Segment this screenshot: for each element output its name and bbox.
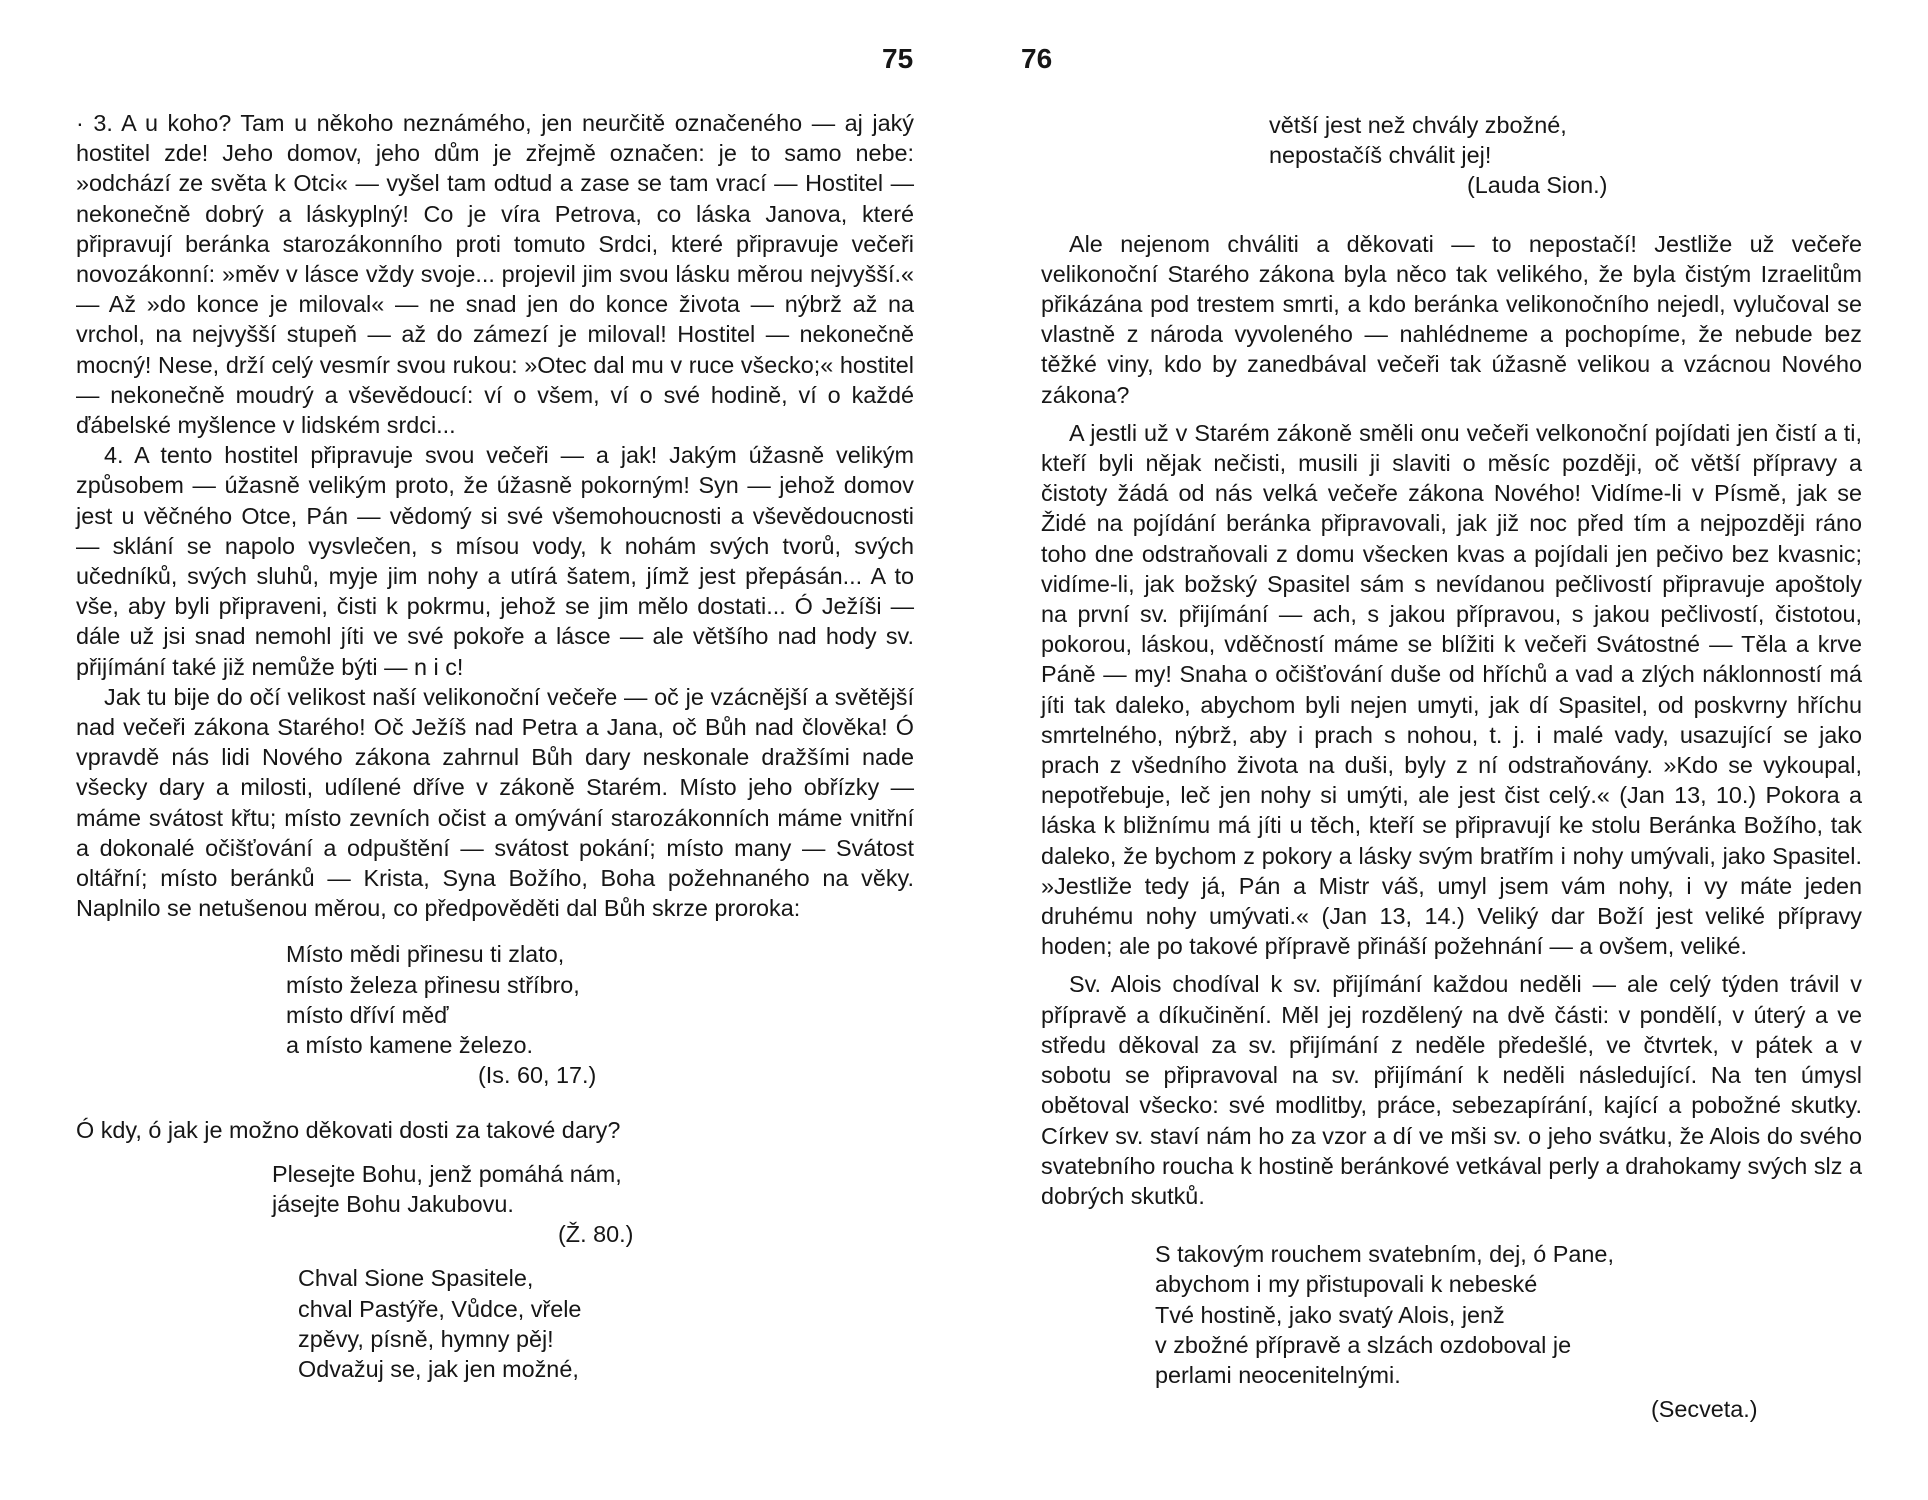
verse-quote: [272, 1159, 914, 1250]
verse-line: Tvé hostině, jako svatý Alois, jenž: [1155, 1301, 1505, 1328]
right-page: [964, 0, 1928, 1500]
paragraph: 4. A tento hostitel připravuje svou večeři — a jak! Jakým úžasně velikým způsobem — úžasně velikým proto, že úžasně pokorným! Syn — jehož domov jest u věčného Otce, Pán — vědomý si své všemohoucnosti a vševědoucnosti — sklání se napolo vysvlečen, s mísou vody, k nohám svých tvorů, svých učedníků, svých sluhů, myje jim nohy a utírá šatem, jímž jest přepásán... A to vše, aby byli připraveni, čisti k pokrmu, jehož se jim mělo dostati... Ó Ježíši — dále už jsi snad nemohl jíti ve své pokoře a lásce — ale většího nad hody sv. přijímání také již nemůže býti — n i c!: [76, 442, 914, 680]
verse-reference: (Ž. 80.): [558, 1221, 634, 1248]
paragraph: · 3. A u koho? Tam u někoho neznámého, jen neurčitě označeného — aj jaký hostitel zde! Jeho domov, jeho dům je zřejmě označen: je to samo nebe: »odchází ze světa k Otci« — vyšel tam odtud a zase se tam vrací — Hostitel — nekonečně dobrý a láskyplný! Co je víra Petrova, co láska Janova, které připravují beránka starozákonního proti tomuto Srdci, které připravuje večeři novozákonní: »měv v lásce vždy svoje... projevil jim svou lásku měrou nejvyšší.« — Až »do konce je miloval« — ne snad jen do konce života — nýbrž až na vrchol, na nejvyšší stupeň — až do zámezí je miloval! Hostitel — nekonečně mocný! Nese, drží celý vesmír svou rukou: »Otec dal mu v ruce všecko;« hostitel — nekonečně moudrý a vševědoucí: ví o všem, ví o své hodině, ví o každé ďábelské myšlence v lidském srdci...: [76, 110, 914, 439]
right-page-text: [1041, 110, 1862, 1424]
verse-line: abychom i my přistupovali k nebeské: [1155, 1271, 1538, 1298]
verse-line: chval Pastýře, Vůdce, vřele: [298, 1295, 582, 1322]
closing-prayer: [1155, 1239, 1862, 1424]
verse-line: a místo kamene železo.: [286, 1032, 534, 1059]
verse-line: perlami neocenitelnými.: [1155, 1361, 1401, 1388]
verse-line: Místo mědi přinesu ti zlato,: [286, 941, 565, 968]
verse-line: Chval Sione Spasitele,: [298, 1265, 534, 1292]
verse-quote: [286, 939, 914, 1090]
paragraph: Ale nejenom chváliti a děkovati — to nepostačí! Jestliže už večeře velikonoční Starého zákona byla něco tak velikého, že byla čistým Izraelitům přikázána pod trestem smrti, a kdo beránka velikonočního nejedl, vylučoval se vlastně z národa vyvoleného — nahlédneme a pochopíme, že nebude bez těžké viny, kdo by zanedbával večeři tak úžasně velikou a vzácnou Nového zákona?: [1041, 230, 1862, 408]
verse-line: zpěvy, písně, hymny pěj!: [298, 1325, 554, 1352]
verse-line: místo dříví měď: [286, 1001, 449, 1028]
verse-line: nepostačíš chválit jej!: [1269, 142, 1492, 169]
verse-line: Odvažuj se, jak jen možné,: [298, 1355, 579, 1382]
verse-reference: (Is. 60, 17.): [478, 1062, 597, 1089]
verse-line: místo železa přinesu stříbro,: [286, 971, 580, 998]
verse-reference: (Secveta.): [1651, 1396, 1758, 1423]
verse-reference: (Lauda Sion.): [1467, 172, 1608, 199]
page-number: 76: [1021, 43, 1053, 74]
verse-line: v zbožné přípravě a slzách ozdoboval je: [1155, 1331, 1572, 1358]
verse-line: větší jest než chvály zbožné,: [1269, 112, 1567, 138]
paragraph: Ó kdy, ó jak je možno děkovati dosti za takové dary?: [76, 1116, 621, 1143]
verse-line: S takovým rouchem svatebním, dej, ó Pane,: [1155, 1241, 1614, 1268]
paragraph: A jestli už v Starém zákoně směli onu večeři velkonoční pojídati jen čistí a ti, kteří byli nějak nečisti, musili ji slaviti o měsíc později, oč větší přípravy a čistoty žádá od nás velká večeře zákona Nového! Vidíme-li v Písmě, jak se Židé na pojídání beránka připravovali, jak již noc před tím a nejpozději ráno toho dne odstraňovali z domu všecken kvas a pojídali jen pečivo bez kvasnic; vidíme-li, jak božský Spasitel sám s nevídanou pečlivostí připravuje apoštoly na první sv. přijímání — ach, s jakou přípravou, s jakou pečlivostí, čistotou, pokorou, láskou, vděčností máme se blížiti k večeři Svátostné — Těla a krve Páně — my! Snaha o očišťování duše od hříchů a vad a zlých náklonností má jíti tak daleko, abychom byli nejen umyti, jak dí Spasitel, od poskvrny hříchu smrtelného, nýbrž, aby i prach s nohou, t. j. i malé vady, usazující se jako prach z všedního života na duši, byly z ní odstraňovány. »Kdo se vykoupal, nepotřebuje, leč jen nohy si umýti, ale jest čist celý.« (Jan 13, 10.) Pokora a láska k bližnímu má jíti u těch, kteří se připravují ke stolu Beránka Božího, tak daleko, že bychom z pokory a lásky svým bratřím i nohy umývali, jako Spasitel. »Jestliže tedy já, Pán a Mistr váš, umyl jsem vám nohy, i vy máte jeden druhému nohy umývati.« (Jan 13, 14.) Veliký dar Boží jest veliké přípravy hoden; ale po takové přípravě přináší požehnání — a ovšem, veliké.: [1041, 419, 1862, 960]
paragraph: Jak tu bije do očí velikost naší velikonoční večeře — oč je vzácnější a světější nad večeři zákona Starého! Oč Ježíš nad Petra a Jana, oč Bůh nad člověka! Ó vpravdě nás lidi Nového zákona zahrnul Bůh dary neskonale dražšími nade všecky dary a milosti, udílené dříve v zákoně Starém. Místo jeho obřízky — máme svátost křtu; místo zevních očist a omývání starozákonních máme vnitřní a dokonalé očišťování a odpuštění — svátost pokání; místo many — Svátost oltářní; místo beránků — Krista, Syna Božího, Boha požehnaného na věky. Naplnilo se netušenou měrou, co předpověděti dal Bůh skrze proroka:: [76, 683, 914, 922]
verse-quote: [298, 1263, 914, 1384]
page-number: 75: [882, 43, 914, 74]
verse-line: jásejte Bohu Jakubovu.: [272, 1190, 514, 1217]
verse-quote: [1269, 110, 1862, 201]
paragraph: Sv. Alois chodíval k sv. přijímání každou neděli — ale celý týden trávil v přípravě a díkučinění. Měl jej rozdělený na dvě části: v pondělí, v úterý a ve středu děkoval za sv. přijímání z neděle předešlé, ve čtvrtek, v pátek a v sobotu se připravoval na sv. přijímání k neděli následující. Na ten úmysl obětoval všecko: své modlitby, práce, sebezapírání, kající a pobožné skutky. Církev sv. staví nám ho za vzor a dí ve mši sv. o jeho svátku, že Alois do svého svatebního roucha k hostině beránkové vetkával perly a drahokamy svých slz a dobrých skutků.: [1041, 971, 1862, 1209]
left-page-text: [76, 108, 914, 1384]
verse-line: Plesejte Bohu, jenž pomáhá nám,: [272, 1160, 622, 1187]
